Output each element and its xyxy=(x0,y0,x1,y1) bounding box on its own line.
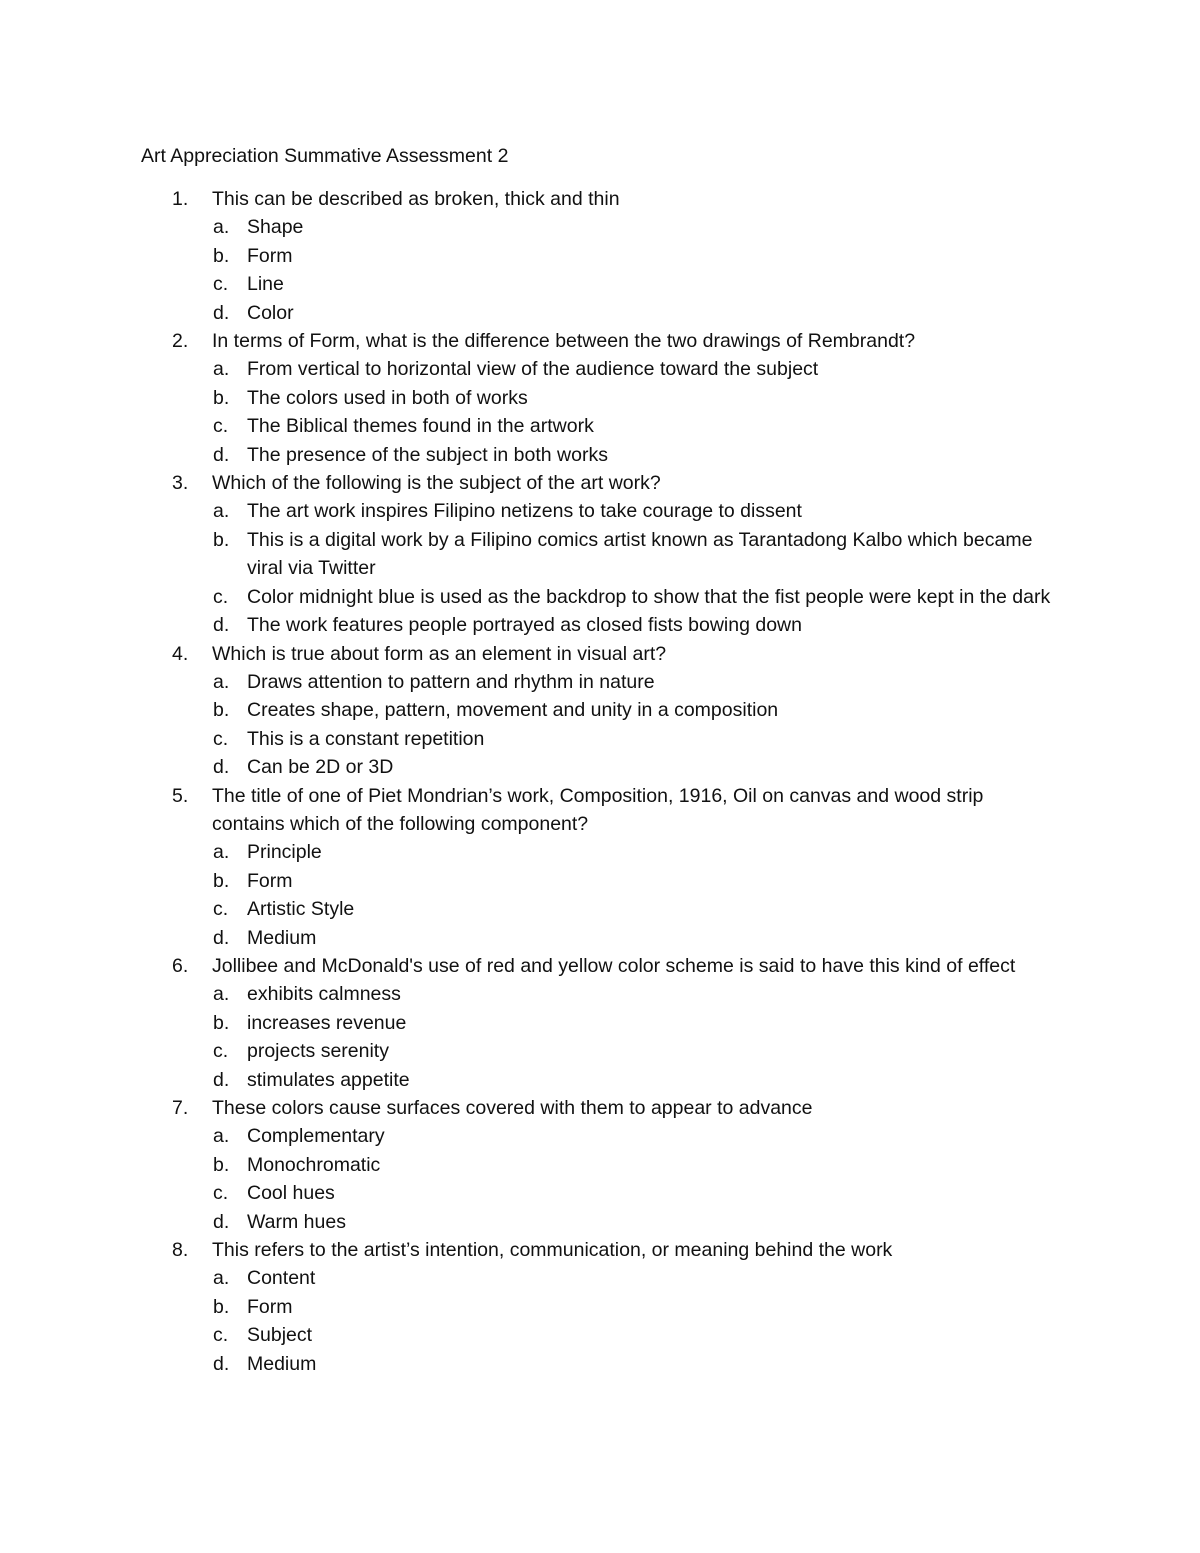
option-letter: d. xyxy=(213,614,230,637)
option-letter: a. xyxy=(213,1125,230,1148)
option-text: This is a digital work by a Filipino comics artist known as Tarantadong Kalbo which became viral via Twitter xyxy=(247,528,1033,580)
option-letter: d. xyxy=(213,1068,230,1091)
option-list xyxy=(141,668,1061,782)
option-text: This is a constant repetition xyxy=(247,727,485,750)
option-text: Warm hues xyxy=(247,1210,346,1233)
option-text: The colors used in both of works xyxy=(247,386,528,409)
option-item xyxy=(141,867,1061,895)
option-item xyxy=(141,753,1061,781)
option-text: Monochromatic xyxy=(247,1153,381,1176)
option-text: Form xyxy=(247,869,293,892)
option-list xyxy=(141,980,1061,1094)
option-item xyxy=(141,1350,1061,1378)
question-item xyxy=(141,469,1061,639)
option-item xyxy=(141,497,1061,525)
question-item xyxy=(141,640,1061,782)
option-letter: d. xyxy=(213,1352,230,1375)
option-text: The work features people portrayed as closed fists bowing down xyxy=(247,614,802,637)
question-number: 6. xyxy=(172,954,189,977)
question-row xyxy=(141,327,1061,355)
option-text: Medium xyxy=(247,1352,317,1375)
question-text: Jollibee and McDonald's use of red and yellow color scheme is said to have this kind of effect xyxy=(212,954,1016,977)
option-list xyxy=(141,497,1061,639)
option-item xyxy=(141,583,1061,611)
option-item xyxy=(141,1321,1061,1349)
option-letter: c. xyxy=(213,898,229,921)
option-item xyxy=(141,838,1061,866)
option-text: From vertical to horizontal view of the audience toward the subject xyxy=(247,358,819,381)
question-number: 7. xyxy=(172,1097,189,1119)
question-row xyxy=(141,185,1061,213)
option-letter: b. xyxy=(213,386,230,409)
option-item xyxy=(141,213,1061,241)
option-item xyxy=(141,384,1061,412)
option-letter: b. xyxy=(213,244,230,267)
option-letter: d. xyxy=(213,926,230,949)
option-text: Artistic Style xyxy=(247,898,355,921)
option-item xyxy=(141,1293,1061,1321)
option-list xyxy=(141,213,1061,327)
question-row xyxy=(141,640,1061,668)
option-text: stimulates appetite xyxy=(247,1068,410,1091)
question-row xyxy=(141,782,1061,839)
option-text: The art work inspires Filipino netizens to take courage to dissent xyxy=(247,500,802,523)
option-text: exhibits calmness xyxy=(247,983,401,1006)
option-letter: c. xyxy=(213,415,229,438)
question-row xyxy=(141,1236,1061,1264)
option-letter: a. xyxy=(213,841,230,864)
option-letter: b. xyxy=(213,869,230,892)
question-text: Which of the following is the subject of the art work? xyxy=(212,472,661,495)
option-text: Cool hues xyxy=(247,1182,335,1205)
question-text: The title of one of Piet Mondrian’s work, Composition, 1916, Oil on canvas and wood strip contains which of the following component? xyxy=(212,784,984,835)
option-list xyxy=(141,1122,1061,1236)
option-text: Form xyxy=(247,1295,293,1318)
option-list xyxy=(141,355,1061,469)
option-item xyxy=(141,980,1061,1008)
option-text: Content xyxy=(247,1267,316,1290)
question-item xyxy=(141,1236,1061,1378)
option-text: Can be 2D or 3D xyxy=(247,756,394,779)
option-text: projects serenity xyxy=(247,1040,389,1063)
question-text: This refers to the artist’s intention, communication, or meaning behind the work xyxy=(212,1239,893,1262)
option-item xyxy=(141,270,1061,298)
question-number: 4. xyxy=(172,642,189,665)
question-number: 8. xyxy=(172,1239,189,1262)
option-text: Color midnight blue is used as the backdrop to show that the fist people were kept in the dark xyxy=(247,585,1051,608)
question-row xyxy=(141,952,1061,980)
option-letter: a. xyxy=(213,1267,230,1290)
option-item xyxy=(141,1009,1061,1037)
option-item xyxy=(141,725,1061,753)
option-item xyxy=(141,242,1061,270)
option-text: increases revenue xyxy=(247,1011,407,1034)
option-letter: b. xyxy=(213,1153,230,1176)
option-letter: b. xyxy=(213,528,230,551)
option-item xyxy=(141,696,1061,724)
option-text: Line xyxy=(247,273,284,296)
question-number: 5. xyxy=(172,784,189,807)
option-letter: c. xyxy=(213,585,229,608)
option-text: Draws attention to pattern and rhythm in nature xyxy=(247,670,655,693)
option-text: Complementary xyxy=(247,1125,385,1148)
option-letter: a. xyxy=(213,216,230,239)
option-text: The Biblical themes found in the artwork xyxy=(247,415,594,438)
option-item xyxy=(141,526,1061,583)
option-letter: a. xyxy=(213,983,230,1006)
question-number: 3. xyxy=(172,472,189,495)
option-text: The presence of the subject in both works xyxy=(247,443,608,466)
question-text: This can be described as broken, thick and thin xyxy=(212,188,620,210)
option-item xyxy=(141,668,1061,696)
option-item xyxy=(141,1179,1061,1207)
question-number: 2. xyxy=(172,330,189,353)
option-list xyxy=(141,838,1061,952)
option-letter: b. xyxy=(213,1011,230,1034)
option-item xyxy=(141,355,1061,383)
option-item xyxy=(141,412,1061,440)
option-letter: a. xyxy=(213,500,230,523)
option-letter: c. xyxy=(213,1324,229,1347)
question-list xyxy=(141,185,1061,1378)
option-list xyxy=(141,1264,1061,1378)
option-letter: c. xyxy=(213,1182,229,1205)
option-item xyxy=(141,441,1061,469)
question-item xyxy=(141,952,1061,1094)
question-text: In terms of Form, what is the difference between the two drawings of Rembrandt? xyxy=(212,330,916,353)
question-item xyxy=(141,1094,1061,1236)
option-letter: a. xyxy=(213,358,230,381)
option-item xyxy=(141,1037,1061,1065)
question-text: Which is true about form as an element in visual art? xyxy=(212,642,667,665)
option-letter: d. xyxy=(213,756,230,779)
option-text: Medium xyxy=(247,926,317,949)
option-text: Creates shape, pattern, movement and unity in a composition xyxy=(247,699,779,722)
document-title: Art Appreciation Summative Assessment 2 xyxy=(141,145,509,167)
option-item xyxy=(141,1066,1061,1094)
option-letter: d. xyxy=(213,443,230,466)
option-letter: c. xyxy=(213,273,229,296)
option-letter: c. xyxy=(213,727,229,750)
option-text: Shape xyxy=(247,216,304,239)
option-item xyxy=(141,299,1061,327)
option-item xyxy=(141,1264,1061,1292)
option-item xyxy=(141,611,1061,639)
option-item xyxy=(141,924,1061,952)
option-letter: b. xyxy=(213,1295,230,1318)
option-text: Form xyxy=(247,244,293,267)
option-letter: a. xyxy=(213,670,230,693)
question-item xyxy=(141,185,1061,327)
question-number: 1. xyxy=(172,188,189,210)
option-item xyxy=(141,1208,1061,1236)
option-letter: c. xyxy=(213,1040,229,1063)
question-text: These colors cause surfaces covered with them to appear to advance xyxy=(212,1097,813,1119)
question-row xyxy=(141,1094,1061,1122)
question-row xyxy=(141,469,1061,497)
question-item xyxy=(141,782,1061,952)
question-item xyxy=(141,327,1061,469)
option-text: Subject xyxy=(247,1324,313,1347)
option-text: Color xyxy=(247,301,294,324)
option-item xyxy=(141,1122,1061,1150)
option-letter: d. xyxy=(213,301,230,324)
option-text: Principle xyxy=(247,841,322,864)
option-item xyxy=(141,895,1061,923)
option-item xyxy=(141,1151,1061,1179)
option-letter: b. xyxy=(213,699,230,722)
option-letter: d. xyxy=(213,1210,230,1233)
